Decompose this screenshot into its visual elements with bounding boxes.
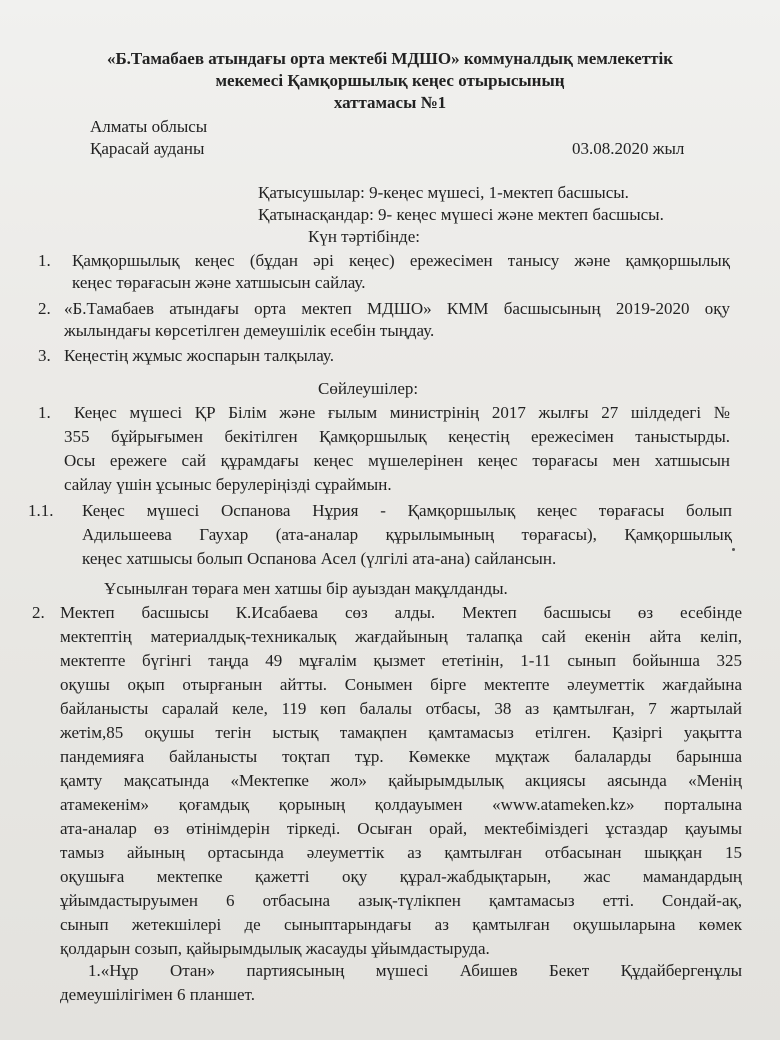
participants-text: Қатысушылар: 9-кеңес мүшесі, 1-мектеп басшысы.: [258, 183, 629, 202]
agenda-item-text: Кеңестің жұмыс жоспарын талқылау.: [64, 346, 334, 365]
report-line: ата-аналар өз өтінімдерін тіркеді. Осыған орай, мектебіміздегі ұстаздар қауымы: [60, 819, 742, 838]
agenda-item-number: 3.: [38, 346, 51, 365]
district-text: Қарасай ауданы: [90, 139, 205, 158]
sponsor-line: демеушілігімен 6 планшет.: [60, 985, 255, 1004]
report-line: қамту мақсатында «Мектепке жол» қайырымдылық акциясы аясында «Менің: [60, 771, 742, 790]
report-line: оқушы оқып отырғанын айтты. Сонымен бірге мектепте әлеуметтік жағдайына: [60, 675, 742, 694]
approval-text: Ұсынылған төраға мен хатшы бір ауыздан мақұлданды.: [104, 579, 508, 598]
agenda-item-text: жылындағы көрсетілген демеушілік есебін тыңдау.: [64, 321, 435, 340]
speaker-subitem-text: Адильшеева Гаухар (ата-аналар құрылымының төрағасы), Қамқоршылық: [82, 525, 732, 544]
agenda-heading: Күн тәртібінде:: [308, 227, 420, 246]
speaker-item-text: Осы ережеге сай құрамдағы кеңес мүшелерінен кеңес төрағасы мен хатшысын: [64, 451, 730, 470]
agenda-item-text: Қамқоршылық кеңес (бұдан әрі кеңес) ережесімен танысу және қамқоршылық: [72, 251, 730, 270]
agenda-item-text: «Б.Тамабаев атындағы орта мектеп МДШО» КММ басшысының 2019-2020 оқу: [64, 299, 730, 318]
speaker-item-text: Кеңес мүшесі ҚР Білім және ғылым министрінің 2017 жылғы 27 шілдедегі №: [74, 403, 730, 422]
report-line: тамыз айының ортасында әлеуметтік аз қамтылған отбасынан шыққан 15: [60, 843, 742, 862]
speaker-item-text: сайлау үшін ұсыныс берулеріңізді сұраймын.: [64, 475, 392, 494]
report-line: пандемияға байланысты тоқтап тұр. Көмекке мұқтаж балаларды барынша: [60, 747, 742, 766]
report-line: сынып жетекшілері де сыныптарындағы аз қамтылған оқушыларына көмек: [60, 915, 742, 934]
speaker-item-number: 1.: [38, 403, 51, 422]
report-line: Мектеп басшысы К.Исабаева сөз алды. Мектеп басшысы өз есебінде: [60, 603, 742, 622]
title-line-2: мекемесі Қамқоршылық кеңес отырысының: [215, 71, 565, 90]
speaker-item-text: 355 бұйрығымен бекітілген Қамқоршылық кеңестің ережесімен таныстырды.: [64, 427, 730, 446]
agenda-item-text: кеңес төрағасын және хатшысын сайлау.: [72, 273, 366, 292]
report-line: қолдарын созып, қайырымдылық жасауды ұйымдастыруда.: [60, 939, 490, 958]
speaker-subitem-text: Кеңес мүшесі Оспанова Нұрия - Қамқоршылық кеңес төрағасы болып: [82, 501, 732, 520]
speaker-subitem-text: кеңес хатшысы болып Оспанова Асел (үлгілі ата-ана) сайлансын.: [82, 549, 557, 568]
report-line: жетім,85 оқушы тегін ыстық тамақпен қамтамасыз етілген. Қазіргі уақытта: [60, 723, 742, 742]
report-line: оқушыға мектепке қажетті оқу құрал-жабдықтарын, жас мамандардың: [60, 867, 742, 886]
stray-mark: [732, 548, 735, 551]
attendees-text: Қатынасқандар: 9- кеңес мүшесі және мектеп басшысы.: [258, 205, 664, 224]
agenda-item-number: 1.: [38, 251, 51, 270]
report-line: ұйымдастыруымен 6 отбасына азық-түлікпен қамтамасыз етті. Сондай-ақ,: [60, 891, 742, 910]
speakers-heading: Сөйлеушілер:: [318, 379, 419, 398]
report-line: мектептің материалдық-техникалық жағдайының талапқа сай екенін айта келіп,: [60, 627, 742, 646]
agenda-item-number: 2.: [38, 299, 51, 318]
title-line-3: хаттамасы №1: [333, 93, 447, 112]
speaker-item-number: 2.: [32, 603, 45, 622]
report-line: атамекенім» қоғамдық қорының қолдауымен «www.atameken.kz» порталына: [60, 795, 742, 814]
speaker-subitem-number: 1.1.: [28, 501, 54, 520]
report-line: мектепте бүгінгі таңда 49 мұғалім қызмет ететінін, 1-11 сынып бойынша 325: [60, 651, 742, 670]
sponsor-line: 1.«Нұр Отан» партиясының мүшесі Абишев Бекет Құдайбергенұлы: [88, 961, 742, 980]
report-line: байланысты саралай келе, 119 көп балалы отбасы, 38 аз қамтылған, 7 жартылай: [60, 699, 742, 718]
title-line-1: «Б.Тамабаев атындағы орта мектебі МДШО» коммуналдық мемлекеттік: [106, 49, 674, 68]
region-text: Алматы облысы: [90, 117, 208, 136]
meeting-date: 03.08.2020 жыл: [572, 139, 685, 158]
